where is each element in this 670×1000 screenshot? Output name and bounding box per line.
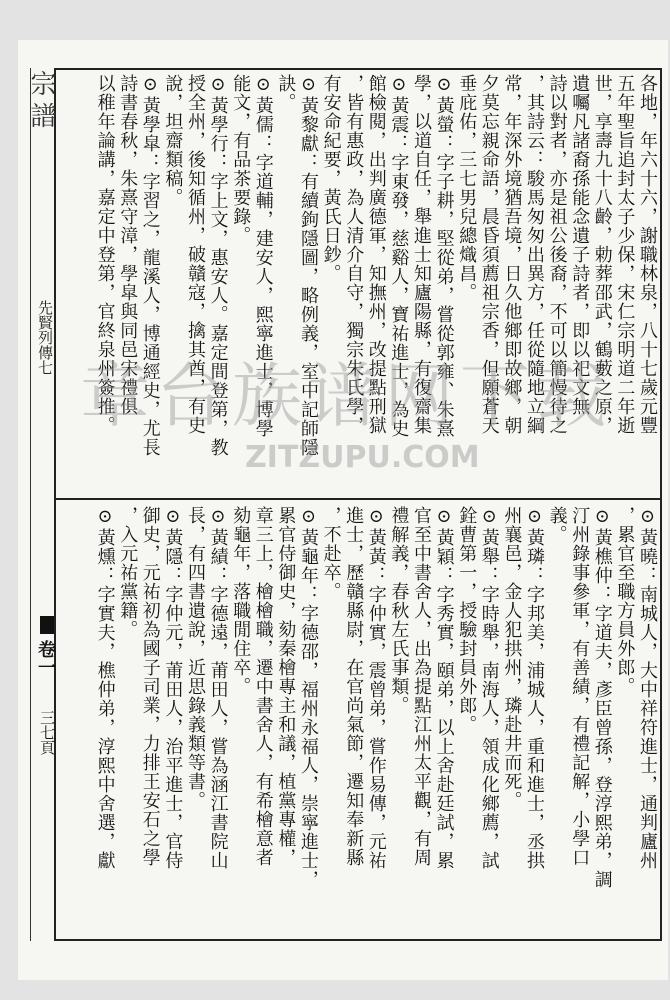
volume-label: 卷一 [35, 640, 56, 676]
lower-column: 汀州錄事參軍，有善績，有禮記解，小學口 [569, 506, 591, 867]
lower-column: ，不赴卒。 [320, 506, 342, 601]
volume-marker [40, 616, 54, 634]
lower-column: ⊙黃黃：字仲實，震曾弟，嘗作易傳，元祐 [365, 506, 387, 870]
register-divider [54, 498, 662, 500]
lower-column: ⊙黃舉：字時舉，南海人，領成化鄉薦，試 [478, 506, 500, 870]
lower-column: ⊙黃績：字德遠，莆田人，嘗為涵江書院山 [207, 506, 229, 870]
section-title: 先賢列傳七 [36, 300, 54, 375]
watermark-text: 章台族谱网下载 [80, 355, 612, 437]
upper-column: ⊙黃黎獻：有續鉤隱圖，略例義，室中記師隱 [298, 74, 319, 457]
upper-column: 學，以道自任，舉進士知廬陽縣，有復齋集 [411, 74, 432, 435]
lower-column: ⊙黃樵仲：字道夫，彥臣曾孫，登淳熙弟，調 [591, 506, 613, 889]
page-number: 三七頁 [38, 710, 56, 755]
lower-column: 章三上，檜檜職，遷中書舍人，有希檜意者 [252, 506, 274, 867]
lower-column: 銓曹第一，授驗封員外郎。 [456, 506, 478, 734]
upper-column: 授全州，後知循州，破贛寇，擒其酋，有史 [185, 74, 206, 435]
upper-column: 館檢閱，出判廣德軍，知撫州，改提點刑獄 [365, 74, 387, 435]
upper-column: 訣。 [275, 74, 297, 112]
lower-column: 官至中書舍人，出為提點江州太平觀，有周 [411, 506, 432, 867]
upper-column: 夕莫忘親命語，晨昏須薦祖宗香，但願蒼天 [478, 74, 500, 435]
upper-column: ，其詩云：駿馬匆匆出異方，任從隨地立綱 [524, 74, 545, 435]
lower-column: ⊙黃穎：字秀實，頤弟，以上舍赴廷試，累 [433, 506, 455, 870]
upper-column: ⊙黃學行：字上文，惠安人。嘉定間登第，教 [207, 74, 229, 457]
lower-column: 進士，歷贛縣尉，在官尚氣節，遷知奉新縣 [343, 506, 365, 867]
lower-column: 義。 [546, 506, 568, 544]
watermark-url: ZITZUPU.COM [245, 440, 480, 475]
lower-column: ⊙黃隱：字仲元，莆田人，治平進士，官侍 [162, 506, 184, 870]
lower-column: ⊙黃燻：字實夫，樵仲弟，淳熙中舍選，獻 [94, 506, 116, 870]
lower-column: ，入元祐黨籍。 [117, 506, 139, 639]
lower-column: 州襄邑，金人犯拱州，璘赴井而死。 [501, 506, 523, 810]
lower-column: 禮解義，春秋左氏事類。 [388, 506, 410, 715]
upper-column: 垂庇佑，三七男兒總熾昌。 [456, 74, 478, 302]
upper-column: 五年聖旨追封太子少保，宋仁宗明道二年逝 [614, 74, 636, 435]
upper-column: 以稚年論講，嘉定中登第，官終泉州簽推。 [94, 74, 116, 435]
upper-column: 詩以對者，亦是祖公後裔，不可以簡慢待之 [546, 74, 568, 435]
book-title: 宗譜 [26, 70, 56, 134]
upper-column: 常，年深外境猶吾境，日久他鄉即故鄉，朝 [501, 74, 523, 435]
lower-column: ⊙黃龜年：字德邵，福州永福人，崇寧進士， [298, 506, 319, 889]
upper-column: 詩書春秋，朱熹守漳，學皐與同邑宋禮俱 [117, 74, 139, 416]
lower-column: ，累官至職方員外郎。 [614, 506, 636, 696]
upper-column: ⊙黃震：字東發，慈谿人，寶祐進士，為史 [388, 74, 410, 438]
upper-column: ⊙黃螢：字子耕，堅從弟，嘗從郭雍、朱熹 [433, 74, 455, 438]
lower-column: 長，有四書遺說，近思錄義類等書。 [185, 506, 206, 810]
lower-column: 劾龜年，落職閒住卒。 [230, 506, 252, 696]
upper-column: ⊙黃儒：字道輔，建安人，熙寧進士，博學 [252, 74, 274, 438]
upper-column: 有安命紀要，黃氏日鈔。 [320, 74, 342, 283]
lower-column: 御史，元祐初為國子司業，力排王安石之學 [139, 506, 161, 867]
upper-column: 世，享壽九十八齡，勅葬邵武，鶴藪之原， [591, 74, 613, 435]
upper-column: ⊙黃學皐：字習之，龍溪人，博通經史，尤長 [139, 74, 161, 457]
upper-column: 各地，年六十六，謝職林泉，八十七歲元豐 [637, 74, 658, 435]
upper-column: 遺囑凡諸裔孫能念遺子詩者，即以祀文無 [569, 74, 591, 416]
lower-column: ⊙黃曉：南城人，大中祥符進士，通判廬州 [637, 506, 658, 870]
upper-column: 能文，有品茶要錄。 [230, 74, 252, 245]
lower-column: ⊙黃璘：字邦美，浦城人，重和進士，丞拱 [524, 506, 545, 870]
lower-column: 累官侍御史，劾秦檜專主和議，植黨專權， [275, 506, 297, 867]
upper-column: 說，坦齋類稿。 [162, 74, 184, 207]
upper-column: ，皆有惠政，為人清介自守，獨宗朱氏學， [343, 74, 365, 435]
